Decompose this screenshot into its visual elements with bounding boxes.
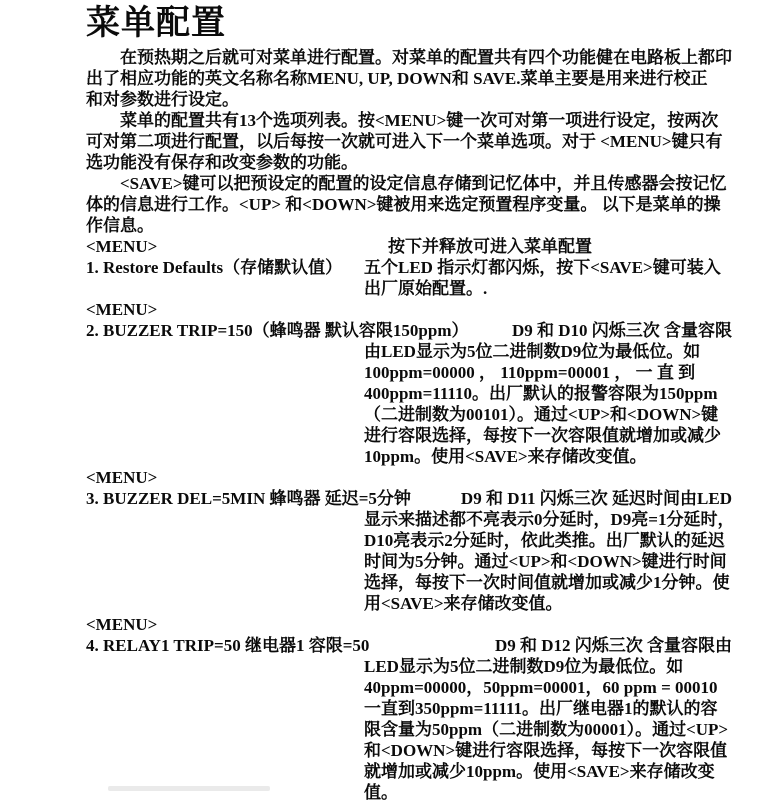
menu-item-description-line: 100ppm=00000 ， 110ppm=00001 ， 一 直 到 bbox=[364, 363, 696, 382]
menu-item-description-line: D9 和 D11 闪烁三次 延迟时间由LED bbox=[460, 489, 732, 508]
menu-key: <MENU> bbox=[86, 468, 158, 487]
paragraph-line: 作信息。 bbox=[86, 216, 154, 235]
menu-key: <MENU> bbox=[86, 300, 158, 319]
menu-item-description-line: 显示来描述都不亮表示0分延时，D9亮=1分延时， bbox=[364, 510, 735, 529]
paragraph-line: 出了相应功能的英文名称名称MENU, UP, DOWN和 SAVE.菜单主要是用来进行校正 bbox=[86, 69, 708, 88]
menu-item-description-line: D10亮表示2分延时，依此类推。出厂默认的延迟 bbox=[364, 531, 725, 550]
menu-item-description-line: 用<SAVE>来存储改变值。 bbox=[364, 594, 563, 613]
menu-item-description-line: 五个LED 指示灯都闪烁，按下<SAVE>键可装入 bbox=[364, 258, 721, 277]
menu-item-description-line: 400ppm=11110。出厂默认的报警容限为150ppm bbox=[364, 384, 718, 403]
menu-item-description-line: 40ppm=00000，50ppm=00001，60 ppm = 00010 bbox=[364, 678, 718, 697]
menu-item-description-line: 一直到350ppm=11111。出厂继电器1的默认的容 bbox=[364, 699, 718, 718]
watermark-smudge bbox=[108, 786, 270, 791]
paragraph-line: 和对参数进行设定。 bbox=[86, 90, 239, 109]
paragraph-line: <SAVE>键可以把预设定的配置的设定信息存储到记忆体中，并且传感器会按记忆 bbox=[120, 174, 727, 193]
menu-item-description-line: （二进制数为00101）。通过<UP>和<DOWN>键 bbox=[364, 405, 719, 424]
menu-item-description-line: 时间为5分钟。通过<UP>和<DOWN>键进行时间 bbox=[364, 552, 727, 571]
menu-item-label: 2. BUZZER TRIP=150（蜂鸣器 默认容限150ppm） bbox=[86, 321, 469, 340]
menu-item-description-line: D9 和 D10 闪烁三次 含量容限 bbox=[511, 321, 732, 340]
menu-key: <MENU> bbox=[86, 237, 158, 256]
paragraph-line: 在预热期之后就可对菜单进行配置。对菜单的配置共有四个功能健在电路板上都印 bbox=[120, 48, 732, 67]
menu-entry-row bbox=[86, 236, 732, 257]
page-title: 菜单配置 bbox=[86, 5, 226, 42]
paragraph-line: 菜单的配置共有13个选项列表。按<MENU>键一次可对第一项进行设定，按两次 bbox=[120, 111, 719, 130]
menu-item-description-line: 出厂原始配置。. bbox=[364, 279, 488, 298]
paragraph-line: 选功能没有保存和改变参数的功能。 bbox=[86, 153, 358, 172]
menu-item-label: 1. Restore Defaults（存储默认值） bbox=[86, 258, 343, 277]
menu-item-description-line: 值。 bbox=[364, 783, 398, 802]
menu-key: <MENU> bbox=[86, 615, 158, 634]
menu-item-row bbox=[86, 257, 732, 278]
menu-item-description-line: 就增加或减少10ppm。使用<SAVE>来存储改变 bbox=[364, 762, 715, 781]
menu-item-row bbox=[86, 320, 732, 341]
menu-item-label: 4. RELAY1 TRIP=50 继电器1 容限=50 bbox=[86, 636, 370, 655]
paragraph-line: 体的信息进行工作。<UP> 和<DOWN>键被用来选定预置程序变量。 以下是菜单的操 bbox=[86, 195, 721, 214]
menu-item-description-line: 10ppm。使用<SAVE>来存储改变值。 bbox=[364, 447, 647, 466]
menu-item-row bbox=[86, 488, 732, 509]
menu-item-description-line: 限含量为50ppm（二进制数为00001）。通过<UP> bbox=[364, 720, 729, 739]
menu-item-description-line: 进行容限选择，每按下一次容限值就增加或减少 bbox=[364, 426, 721, 445]
menu-item-row bbox=[86, 635, 732, 656]
menu-item-description-line: 选择，每按下一次时间值就增加或减少1分钟。使 bbox=[364, 573, 730, 592]
menu-item-label: 3. BUZZER DEL=5MIN 蜂鸣器 延迟=5分钟 bbox=[86, 489, 411, 508]
menu-item-description-line: 由LED显示为5位二进制数D9位为最低位。如 bbox=[364, 342, 701, 361]
menu-item-description-line: 和<DOWN>键进行容限选择，每按下一次容限值 bbox=[364, 741, 728, 760]
paragraph-line: 可对第二项进行配置，以后每按一次就可进入下一个菜单选项。对于 <MENU>键只有 bbox=[86, 132, 723, 151]
menu-item-description-line: LED显示为5位二进制数D9位为最低位。如 bbox=[364, 657, 684, 676]
menu-key-description: 按下并释放可进入菜单配置 bbox=[388, 237, 592, 256]
menu-item-description-line: D9 和 D12 闪烁三次 含量容限由 bbox=[494, 636, 732, 655]
